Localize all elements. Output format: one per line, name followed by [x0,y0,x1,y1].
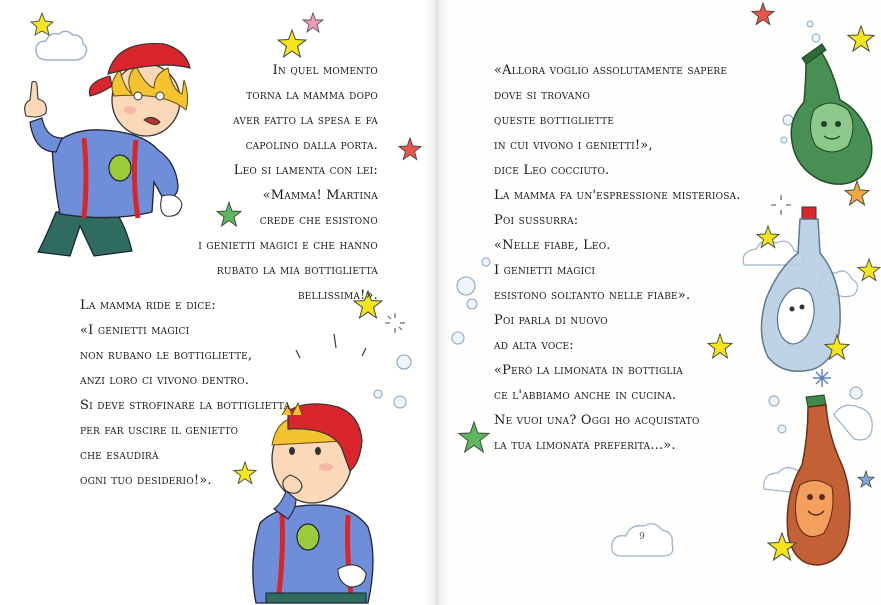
text-line: La mamma fa un'espressione misteriosa. [494,188,741,203]
text-line: torna la mamma dopo [246,88,378,103]
star-red-icon [750,2,776,26]
star-yellow-icon [755,225,781,249]
text-line: «Però la limonata in bottiglia [494,363,683,378]
text-line: «Mamma! Martina [262,188,378,203]
text-line: dove si trovano [494,88,591,103]
text-line: ce l'abbiamo anche in cucina. [494,388,677,403]
text-line: in cui vivono i genietti!», [494,138,653,153]
star-blue-icon [856,470,876,488]
right-text-block [494,58,741,458]
text-line: non rubano le bottigliette, [80,348,253,363]
text-line: In quel momento [272,63,378,78]
text-line: I genietti magici [494,263,596,278]
text-line: queste bottigliette [494,113,615,128]
book-gutter [424,0,450,605]
text-line: La mamma ride e dice: [80,298,216,313]
text-line: Poi sussurra: [494,213,579,228]
text-line: «Nelle fiabe, Leo. [494,238,611,253]
text-line: crede che esistono [259,213,378,228]
text-line: i genietti magici e che hanno [198,238,378,253]
text-line: Ne vuoi una? Oggi ho acquistato [494,413,700,428]
text-line: capolino dalla porta. [245,138,378,153]
text-line: che esaudirà [80,448,159,463]
star-green-icon [457,421,491,453]
star-yellow-icon [766,532,798,562]
text-line: dice Leo cocciuto. [494,163,610,178]
text-line: anzi loro ci vivono dentro. [80,373,250,388]
star-orange-icon [843,180,871,206]
text-line: esistono soltanto nelle fiabe». [494,288,691,303]
star-yellow-icon [856,258,881,282]
sparkle-icon [384,312,406,334]
text-line: Leo si lamenta con lei: [233,163,378,178]
text-line: la tua limonata preferita...». [494,438,676,453]
left-text-block-1 [170,58,378,208]
text-line: rubato la mia bottiglietta [216,263,378,278]
star-red-icon [397,137,423,161]
text-line: «Allora voglio assolutamente sapere [494,63,728,78]
text-line: «I genietti magici [80,323,190,338]
text-line: bellissima!». [297,288,378,303]
text-line: aver fatto la spesa e fa [233,113,378,128]
text-line: per far uscire il genietto [80,423,239,438]
bubbles-illustration [448,252,494,348]
left-text-block-2 [80,293,290,493]
text-line: Si deve strofinare la bottiglietta [80,398,291,413]
text-line: Poi parla di nuovo [494,313,608,328]
star-yellow-icon [823,334,851,360]
text-line: ad alta voce: [494,338,574,353]
page-number: 9 [639,532,645,542]
brown-genie-bottle-illustration [760,385,878,595]
green-genie-bottle-illustration [780,20,880,190]
text-line: ogni tuo desiderio!». [80,473,212,488]
star-yellow-icon [276,29,308,59]
